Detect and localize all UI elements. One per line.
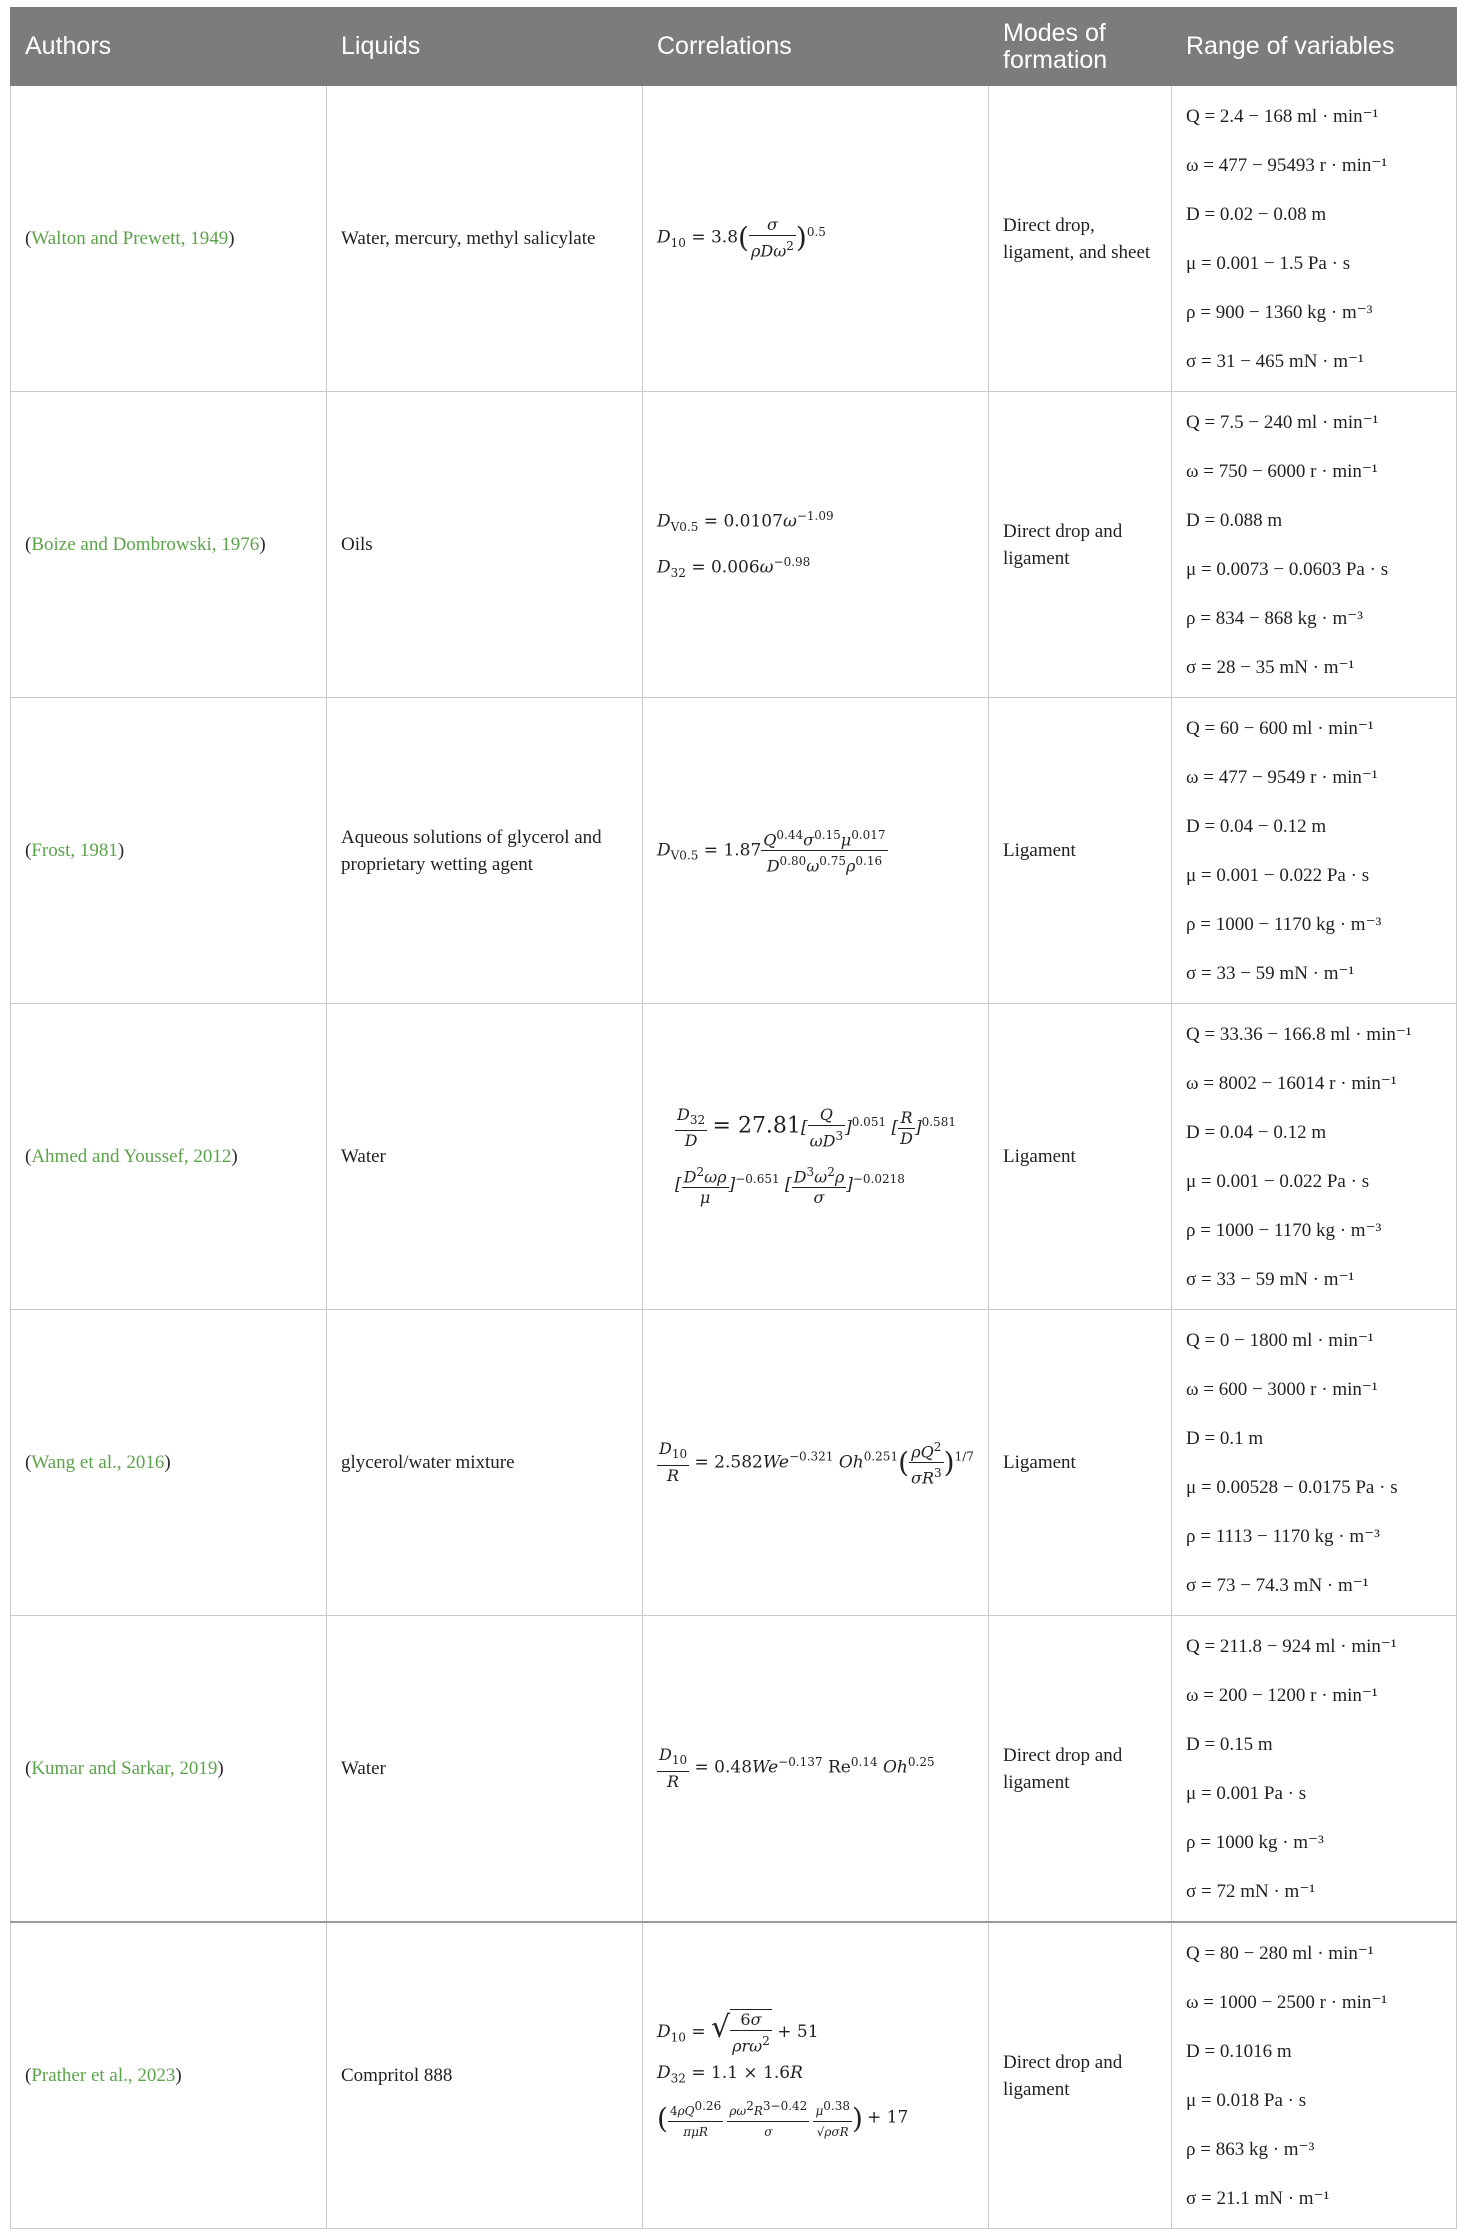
- range-item: D = 0.088 m: [1186, 509, 1283, 531]
- range-item: Q = 2.4 − 168 ml · min⁻¹: [1186, 105, 1379, 127]
- liquids-cell: glycerol/water mixture: [327, 1310, 643, 1616]
- correlation-formula: $\frac{D_{10}}{R}$ = $2.582We^{-0.321}$ $Oh^{0.251}$( $\frac{\rho Q^2}{\sigma R^3}$ )$^{1/7}$: [659, 1439, 974, 1488]
- correlation-formula-text: [657, 590, 658, 591]
- liquids-cell: Water: [327, 1616, 643, 1923]
- table-row: [11, 698, 1457, 1004]
- range-item: ρ = 900 − 1360 kg · m⁻³: [1186, 301, 1373, 323]
- correlation-formula-text: [657, 1208, 658, 1209]
- range-item: σ = 73 − 74.3 mN · m⁻¹: [1186, 1574, 1369, 1596]
- range-item: σ = 33 − 59 mN · m⁻¹: [1186, 1268, 1355, 1290]
- correlation-formula: $\frac{D_{10}}{R}$ = $0.48We^{-0.137}$ $Re^{0.14}$ $Oh^{0.25}$: [659, 1745, 935, 1791]
- range-item: D = 0.02 − 0.08 m: [1186, 203, 1327, 225]
- range-item: D = 0.15 m: [1186, 1733, 1273, 1755]
- range-item: μ = 0.001 − 0.022 Pa · s: [1186, 864, 1370, 886]
- range-item: Q = 7.5 − 240 ml · min⁻¹: [1186, 411, 1379, 433]
- range-item: D = 0.1 m: [1186, 1427, 1264, 1449]
- range-item: Q = 0 − 1800 ml · min⁻¹: [1186, 1329, 1374, 1351]
- range-cell: [1172, 698, 1457, 1004]
- modes-cell: Ligament: [989, 698, 1172, 1004]
- range-item: ω = 1000 − 2500 r · min⁻¹: [1186, 1991, 1388, 2013]
- range-item: ω = 477 − 9549 r · min⁻¹: [1186, 766, 1378, 788]
- correlation-formula-cell: [643, 1616, 989, 1923]
- table-row: [11, 1616, 1457, 1923]
- range-cell: [1172, 1922, 1457, 2229]
- table-row: [11, 1310, 1457, 1616]
- range-item: μ = 0.00528 − 0.0175 Pa · s: [1186, 1476, 1398, 1498]
- liquids-cell: Aqueous solutions of glycerol and proprietary wetting agent: [327, 698, 643, 1004]
- range-item: ω = 200 − 1200 r · min⁻¹: [1186, 1684, 1378, 1706]
- range-item: ω = 600 − 3000 r · min⁻¹: [1186, 1378, 1378, 1400]
- range-item: Q = 211.8 − 924 ml · min⁻¹: [1186, 1635, 1397, 1657]
- range-item: Q = 60 − 600 ml · min⁻¹: [1186, 717, 1374, 739]
- correlations-table-container: [10, 7, 1456, 2229]
- modes-cell: Direct drop and ligament: [989, 1616, 1172, 1923]
- range-item: D = 0.1016 m: [1186, 2040, 1292, 2062]
- correlation-formula: $D_{V0.5} = 0.0107\omega^{-1.09}$ $D_{32} = 0.006\omega^{-0.98}$: [657, 509, 834, 580]
- range-item: σ = 28 − 35 mN · m⁻¹: [1186, 656, 1355, 678]
- modes-cell: Direct drop and ligament: [989, 392, 1172, 698]
- correlation-formula-cell: [643, 392, 989, 698]
- correlation-formula-cell: [643, 86, 989, 392]
- range-item: ρ = 1113 − 1170 kg · m⁻³: [1186, 1525, 1380, 1547]
- author-citation-link[interactable]: Ahmed and Youssef, 2012: [31, 1146, 232, 1167]
- modes-cell: Direct drop, ligament, and sheet: [989, 86, 1172, 392]
- author-cell: (Kumar and Sarkar, 2019): [11, 1616, 327, 1923]
- liquids-cell: Water: [327, 1004, 643, 1310]
- range-item: ω = 750 − 6000 r · min⁻¹: [1186, 460, 1378, 482]
- range-cell: [1172, 392, 1457, 698]
- correlation-formula-text: [657, 1792, 658, 1793]
- table-row: [11, 392, 1457, 698]
- range-item: Q = 33.36 − 166.8 ml · min⁻¹: [1186, 1023, 1412, 1045]
- correlation-formula: $D_{10}$ = √ $\frac{6\sigma}{\rho r\omega^2}$ + 51 $D_{32} = 1.1 \times 1.6R$ ( $\frac{4\rho Q^{0.26}}{\text{πμR}}$ $\frac{\rho\omega^2R^{3-0.42}}{\sigma}$ $\frac{\mu^{0.38}}{\text{√ρσR}}$ ) + 17: [657, 2009, 974, 2142]
- range-item: Q = 80 − 280 ml · min⁻¹: [1186, 1942, 1374, 1964]
- range-item: ω = 477 − 95493 r · min⁻¹: [1186, 154, 1388, 176]
- modes-cell: Direct drop and ligament: [989, 1922, 1172, 2229]
- range-item: σ = 31 − 465 mN · m⁻¹: [1186, 350, 1364, 372]
- range-item: σ = 72 mN · m⁻¹: [1186, 1880, 1316, 1902]
- correlation-formula-text: [657, 876, 658, 877]
- range-item: μ = 0.001 − 1.5 Pa · s: [1186, 252, 1351, 274]
- author-citation-link[interactable]: Kumar and Sarkar, 2019: [31, 1758, 218, 1779]
- range-cell: [1172, 1616, 1457, 1923]
- correlation-formula-text: [657, 262, 658, 263]
- author-citation-link[interactable]: Prather et al., 2023: [31, 2065, 176, 2086]
- liquids-cell: Compritol 888: [327, 1922, 643, 2229]
- author-citation-link[interactable]: Walton and Prewett, 1949: [31, 228, 229, 249]
- header-authors: Authors: [11, 8, 327, 86]
- author-cell: (Frost, 1981): [11, 698, 327, 1004]
- correlation-formula-cell: [643, 1922, 989, 2229]
- modes-cell: Ligament: [989, 1310, 1172, 1616]
- range-item: μ = 0.001 − 0.022 Pa · s: [1186, 1170, 1370, 1192]
- correlation-formula-cell: [643, 1004, 989, 1310]
- header-range: Range of variables: [1172, 8, 1457, 86]
- range-item: ρ = 834 − 868 kg · m⁻³: [1186, 607, 1363, 629]
- correlation-formula-cell: [643, 698, 989, 1004]
- author-citation-link[interactable]: Frost, 1981: [31, 840, 118, 861]
- correlation-formula-cell: [643, 1310, 989, 1616]
- author-citation-link[interactable]: Boize and Dombrowski, 1976: [31, 534, 260, 555]
- table-row: [11, 1922, 1457, 2229]
- correlation-formula: $D_{V0.5} = 1.87$ $\frac{Q^{0.44}\sigma^{0.15}\mu^{0.017}}{D^{0.80}\omega^{0.75}\rho^{0.16}}$: [657, 827, 886, 876]
- author-cell: (Boize and Dombrowski, 1976): [11, 392, 327, 698]
- correlation-formula-text: [657, 2142, 658, 2143]
- author-cell: (Prather et al., 2023): [11, 1922, 327, 2229]
- liquids-cell: Oils: [327, 392, 643, 698]
- range-item: ρ = 1000 kg · m⁻³: [1186, 1831, 1324, 1853]
- author-cell: (Wang et al., 2016): [11, 1310, 327, 1616]
- range-item: ρ = 1000 − 1170 kg · m⁻³: [1186, 1219, 1382, 1241]
- modes-cell: Ligament: [989, 1004, 1172, 1310]
- header-correlations: Correlations: [643, 8, 989, 86]
- range-item: σ = 33 − 59 mN · m⁻¹: [1186, 962, 1355, 984]
- range-cell: [1172, 86, 1457, 392]
- range-item: μ = 0.001 Pa · s: [1186, 1782, 1307, 1804]
- liquids-cell: Water, mercury, methyl salicylate: [327, 86, 643, 392]
- author-cell: (Walton and Prewett, 1949): [11, 86, 327, 392]
- range-item: ρ = 863 kg · m⁻³: [1186, 2138, 1315, 2160]
- header-row: [11, 8, 1457, 86]
- author-citation-link[interactable]: Wang et al., 2016: [31, 1452, 165, 1473]
- correlation-formula: $D_{10} = 3.8$( $\frac{\sigma}{\rho D\omega^2}$ )$^{0.5}$: [657, 215, 826, 261]
- header-modes: Modes of formation: [989, 8, 1172, 86]
- table-row: [11, 86, 1457, 392]
- correlation-formula-text: [657, 1488, 658, 1489]
- correlations-table: [10, 7, 1457, 2229]
- range-item: μ = 0.0073 − 0.0603 Pa · s: [1186, 558, 1389, 580]
- author-cell: (Ahmed and Youssef, 2012): [11, 1004, 327, 1310]
- range-item: ω = 8002 − 16014 r · min⁻¹: [1186, 1072, 1397, 1094]
- range-item: σ = 21.1 mN · m⁻¹: [1186, 2187, 1330, 2209]
- range-cell: [1172, 1004, 1457, 1310]
- range-cell: [1172, 1310, 1457, 1616]
- table-row: [11, 1004, 1457, 1310]
- range-item: D = 0.04 − 0.12 m: [1186, 1121, 1327, 1143]
- table-body: [11, 86, 1457, 2229]
- range-item: D = 0.04 − 0.12 m: [1186, 815, 1327, 837]
- range-item: μ = 0.018 Pa · s: [1186, 2089, 1307, 2111]
- range-item: ρ = 1000 − 1170 kg · m⁻³: [1186, 913, 1382, 935]
- correlation-formula: $\frac{D_{32}}{D}$ = 27.81[ $\frac{Q}{\omega D^3}$ ]$^{0.051}$ [ $\frac{R}{D}$ ]$^{0.581}$ [ $\frac{D^2\omega\rho}{\mu}$ ]$^{-0.651}$ [ $\frac{D^3\omega^2\rho}{\sigma}$ ]$^{-0.0218}$: [675, 1105, 956, 1207]
- header-liquids: Liquids: [327, 8, 643, 86]
